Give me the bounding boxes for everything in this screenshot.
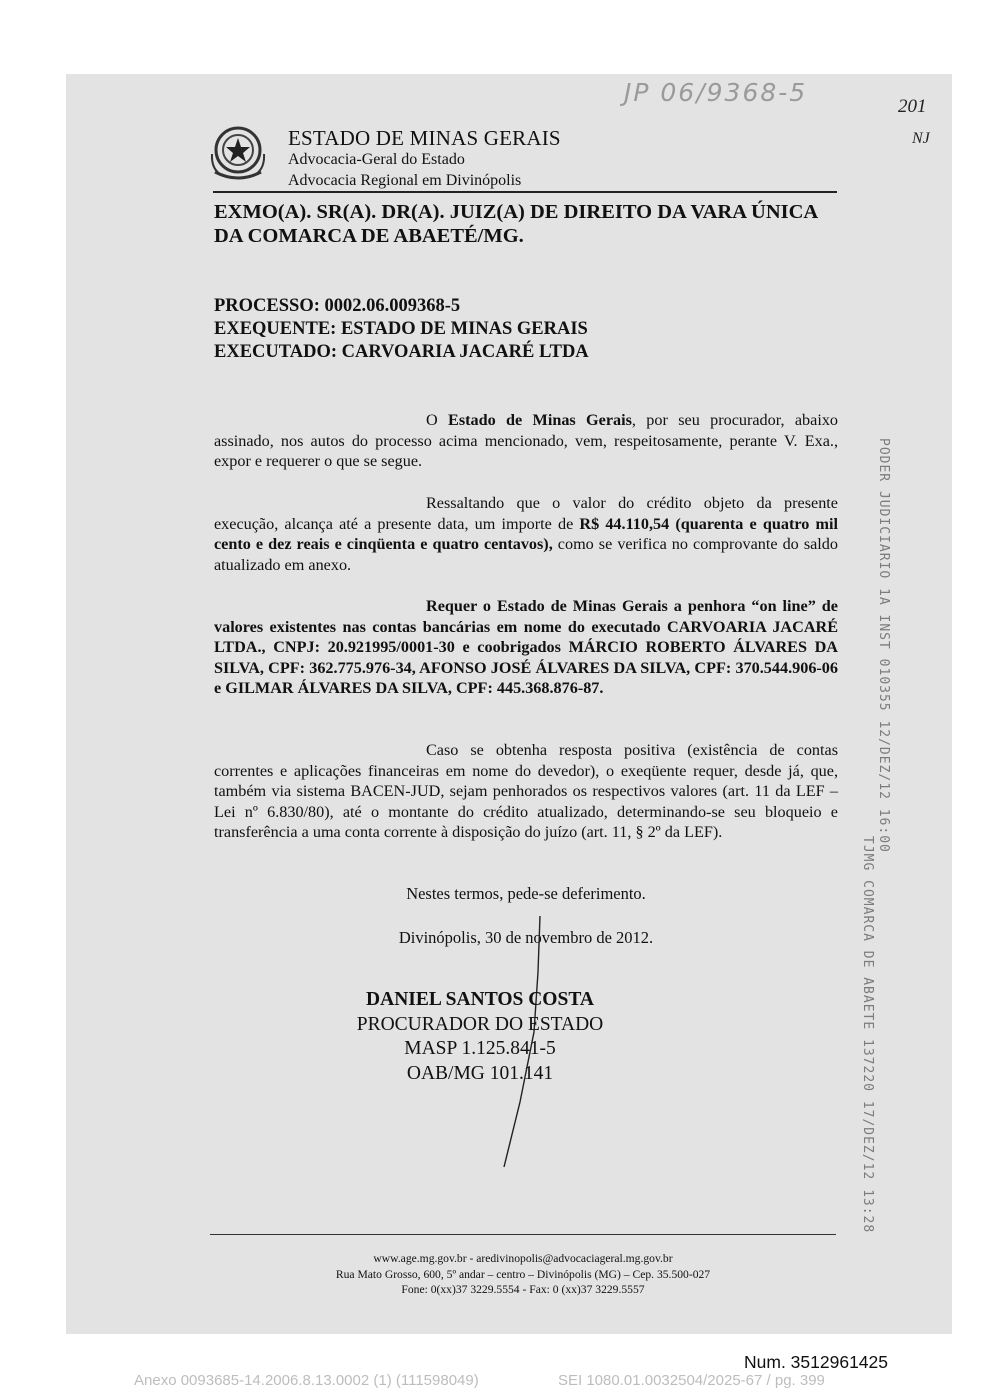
footer-divider [210, 1234, 836, 1235]
header-divider [213, 191, 837, 193]
folio-initials: NJ [912, 130, 930, 147]
paragraph-bacenjud: Caso se obtenha resposta positiva (existência de contas correntes e aplicações financeiras em nome do devedor), o exeqüente requer, desde já, que, também via sistema BACEN-JUD, sejam penhorados os respectivos valores (art. 11 da LEF – Lei nº 6.830/80), até o montante do crédito atualizado, determinando-se seu bloqueio e transferência a uma conta corrente à disposição do juízo (art. 11, § 2º da LEF). [214, 741, 838, 841]
signatory-oab: OAB/MG 101.141 [406, 1062, 554, 1084]
addressee: EXMO(A). SR(A). DR(A). JUIZ(A) DE DIREITO DA VARA ÚNICA DA COMARCA DE ABAETÉ/MG. [214, 201, 818, 247]
folio-number: 201 [898, 96, 927, 117]
signatory-name: DANIEL SANTOS COSTA [366, 989, 594, 1010]
coat-of-arms-icon [209, 124, 267, 186]
signatory-masp: MASP 1.125.841-5 [404, 1038, 556, 1059]
closing-line: Nestes termos, pede-se deferimento. [406, 884, 646, 903]
signatory-title: PROCURADOR DO ESTADO [356, 1013, 604, 1035]
document-number: Num. 3512961425 [744, 1352, 888, 1372]
exequente: EXEQUENTE: ESTADO DE MINAS GERAIS [214, 319, 588, 339]
regional-office: Advocacia Regional em Divinópolis [288, 172, 522, 189]
office-name: Advocacia-Geral do Estado [288, 151, 465, 168]
process-handwritten-stamp: JP 06/9368-5 [624, 78, 808, 107]
signature-block [330, 988, 630, 1086]
footer-address: Rua Mato Grosso, 600, 5º andar – centro – Divinópolis (MG) – Cep. 35.500-027 [335, 1268, 711, 1281]
process-number: PROCESSO: 0002.06.009368-5 [214, 296, 461, 316]
paragraph-credit-value: Ressaltando que o valor do crédito objeto da presente execução, alcança até a presente data, um importe de R$ 44.110,54 (quarenta e quatro mil cento e dez reais e cinqüenta e quatro centavos), como se verifica no comprovante do saldo atualizado em anexo. [214, 494, 838, 574]
court-protocol-stamp: PODER JUDICIARIO 1A INST 010355 12/DEZ/12 16:00 [876, 438, 891, 853]
executado: EXECUTADO: CARVOARIA JACARÉ LTDA [214, 342, 589, 362]
paragraph-request: Requer o Estado de Minas Gerais a penhora “on line” de valores existentes nas contas bancárias em nome do executado CARVOARIA JACARÉ LTDA., CNPJ: 20.921995/0001-30 e coobrigados MÁRCIO ROBERTO ÁLVARES DA SILVA, CPF: 362.775.976-34, AFONSO JOSÉ ÁLVARES DA SILVA, CPF: 370.544.906-06 e GILMAR ÁLVARES DA SILVA, CPF: 445.368.876-87. [214, 597, 838, 697]
paragraph-intro: O Estado de Minas Gerais, por seu procurador, abaixo assinado, nos autos do processo acima mencionado, vem, respeitosamente, perante V. Exa., expor e requerer o que se segue. [214, 411, 839, 470]
annex-reference: Anexo 0093685-14.2006.8.13.0002 (1) (111598049) [134, 1372, 479, 1389]
place-date: Divinópolis, 30 de novembro de 2012. [398, 928, 654, 947]
sei-reference: SEI 1080.01.0032504/2025-67 / pg. 399 [558, 1372, 825, 1389]
comarca-protocol-stamp: TJMG COMARCA DE ABAETE 137220 17/DEZ/12 13:28 [860, 836, 875, 1234]
state-name: ESTADO DE MINAS GERAIS [288, 126, 561, 150]
footer-phones: Fone: 0(xx)37 3229.5554 - Fax: 0 (xx)37 3229.5557 [401, 1283, 645, 1296]
footer-web: www.age.mg.gov.br - aredivinopolis@advocaciageral.mg.gov.br [373, 1252, 673, 1265]
